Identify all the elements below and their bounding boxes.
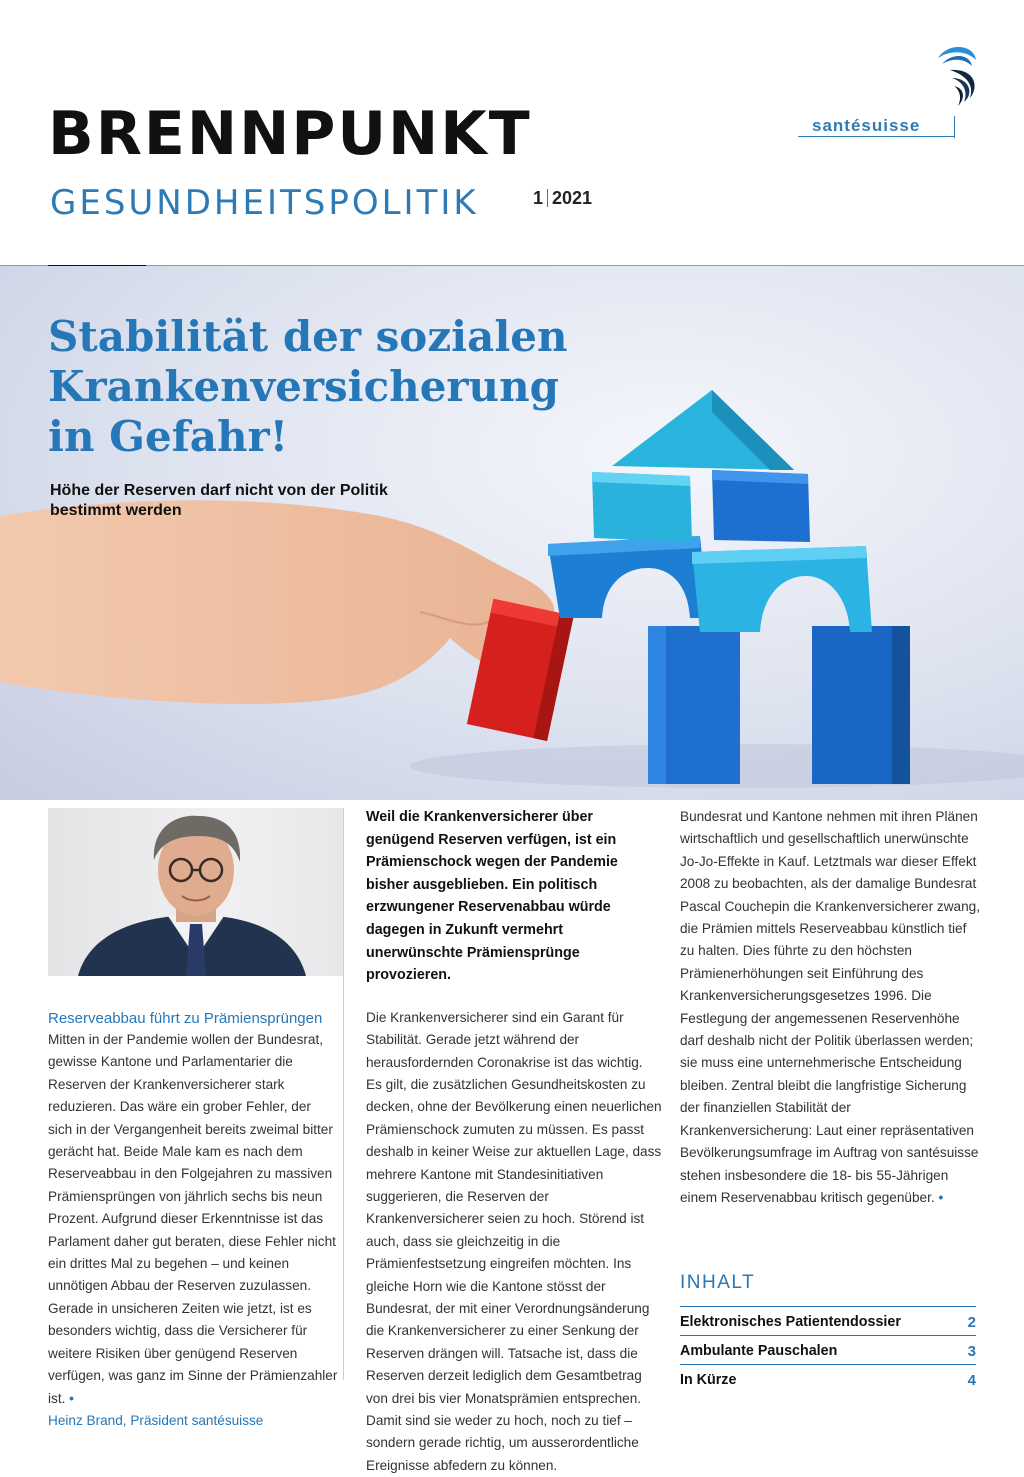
masthead-title: BRENNPUNKT — [48, 99, 532, 169]
toc-item-page: 4 — [967, 1371, 976, 1389]
author-portrait — [48, 808, 343, 976]
column-1 — [48, 1009, 338, 1432]
toc-item[interactable] — [680, 1306, 976, 1335]
toc-item[interactable] — [680, 1364, 976, 1393]
logo-underline — [798, 136, 954, 137]
body-text: Bundesrat und Kantone nehmen mit ihren Plänen wirtschaftlich und gesellschaftlich unerwünschte Jo-Jo-Effekte in Kauf. Letztmals war dieser Effekt 2008 zu beobachten, als der damalige Bundesrat Pascal Couchepin die Krankenversicherer zwang, die Prämien mittels Reserveabbau künstlich tief zu halten. Dies führte zu den höchsten Prämienerhöhungen seit Einführung des Krankenversicherungsgesetzes 1996. Die Festlegung der angemessenen Reservenhöhe darf deshalb nicht der Politik überlassen werden; sie muss eine unternehmerische Entscheidung bleiben. Zentral bleibt die langfristige Sicherung der finanziellen Stabilität der Krankenversicherung: Laut einer repräsentativen Bevölkerungsumfrage im Auftrag von santésuisse stehen insbesondere die 18- bis 55-Jährigen einem Reservenabbau kritisch gegenüber. — [680, 809, 980, 1205]
body-text: Die Krankenversicherer sind ein Garant für Stabilität. Gerade jetzt während der herausfordernden Coronakrise ist das wichtig. Es gilt, die zusätzlichen Gesundheitskosten zu decken, ohne der Bevölkerung einen neuerlichen Prämienschock zumuten zu müssen. Es passt deshalb in keiner Weise zur aktuellen Lage, dass mehrere Kantone mit Standesinitiativen suggerieren, die Reserven der Krankenversicherer seien zu hoch. Störend ist auch, dass sie gleichzeitig in die Prämienfestsetzung eingreifen möchten. Ins gleiche Horn wie die Kantone stösst der Bundesrat, der mit einer Verordnungsänderung die Krankenversicherer zu einer Senkung der Reserven drängen will. Tatsache ist, dass die Reserven derzeit lediglich dem Gesamtbetrag von drei bis vier Monatsprämien entsprechen. Damit sind sie weder zu hoch, noch zu tief – sondern gerade richtig, um ausserordentliche Ereignisse abfedern zu können. — [366, 1009, 662, 1473]
toc-item-label: Elektronisches Patientendossier — [680, 1314, 901, 1330]
body-text: Mitten in der Pandemie wollen der Bundesrat, gewisse Kantone und Parlamentarier die Reserven der Krankenversicherer stark reduzieren. Das wäre ein grober Fehler, der sich in der Vergangenheit bereits zweimal bitter gerächt hat. Beide Male kam es nach dem Reserveabbau in den Folgejahren zu massiven Prämiensprüngen von jährlich sechs bis neun Prozent. Aufgrund dieser Erkenntnisse ist das Parlament daher gut beraten, diese Fehler nicht ein drittes Mal zu begehen – und keinen unnötigen Abbau der Reserven zuzulassen. Gerade in unsicheren Zeiten wie jetzt, ist es besonders wichtig, dass die Versicherer für weitere Risiken über genügend Reserven verfügen, was ganz im Sinne der Prämienzahler ist. — [48, 1032, 338, 1406]
section-heading: Reserveabbau führt zu Prämiensprüngen — [48, 1010, 323, 1027]
column-3 — [680, 806, 980, 1209]
toc-item-page: 3 — [967, 1342, 976, 1360]
toc-title: INHALT — [680, 1272, 756, 1293]
subheadline-line: Höhe der Reserven darf nicht von der Politik — [50, 482, 388, 499]
subheadline — [50, 481, 410, 521]
santesuisse-logo-icon — [930, 40, 982, 110]
toc-item[interactable] — [680, 1335, 976, 1364]
toc-item-label: In Kürze — [680, 1372, 737, 1388]
headline-line: Krankenversicherung — [48, 362, 559, 411]
author-signature: Heinz Brand, Präsident santésuisse — [48, 1412, 264, 1428]
logo-divider — [954, 116, 955, 138]
issue-year: 2021 — [552, 188, 593, 208]
headline — [48, 312, 608, 462]
column-2 — [366, 806, 662, 1477]
santesuisse-logo-text: santésuisse — [812, 116, 921, 135]
toc-item-label: Ambulante Pauschalen — [680, 1343, 838, 1359]
issue-label — [533, 188, 592, 209]
issue-divider — [547, 189, 548, 207]
subheadline-line: bestimmt werden — [50, 502, 182, 519]
table-of-contents — [680, 1306, 976, 1393]
end-mark: • — [938, 1189, 944, 1205]
issue-number: 1 — [533, 188, 544, 208]
masthead-subtitle: GESUNDHEITSPOLITIK — [50, 183, 479, 223]
toc-item-page: 2 — [967, 1313, 976, 1331]
end-mark: • — [69, 1390, 74, 1406]
headline-line: in Gefahr! — [48, 412, 289, 461]
column-divider — [343, 808, 344, 1380]
portrait-illustration — [48, 808, 343, 976]
headline-line: Stabilität der sozialen — [48, 312, 568, 361]
lead-paragraph: Weil die Krankenversicherer über genügend Reserven verfügen, ist ein Prämienschock wegen der Pandemie bisher ausgeblieben. Ein politisch erzwungener Reservenabbau würde dagegen in Zukunft vermehrt unerwünschte Prämiensprünge provozieren. — [366, 809, 618, 984]
